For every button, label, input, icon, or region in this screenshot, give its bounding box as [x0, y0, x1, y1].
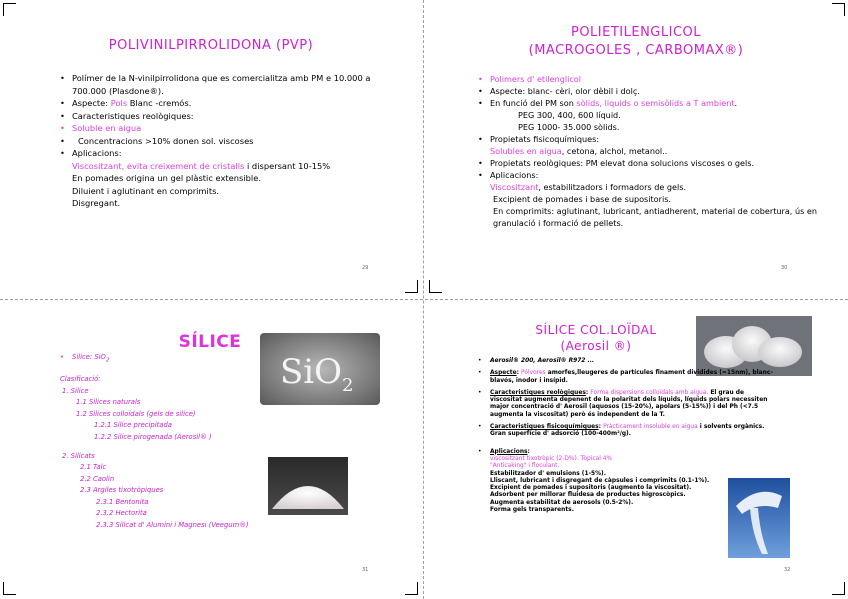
class-item: 2.1 Talc — [80, 463, 107, 472]
bullet-text: Propietats reològiques: PM elevat dona solucions viscoses o gels. — [490, 158, 755, 168]
bullet-text: Aplicacions: — [72, 148, 122, 158]
slide-body — [60, 72, 390, 210]
sub-line: Estabilitzador d' emulsions (1-5%). — [490, 470, 606, 477]
bullet-text: i solvents orgànics. — [697, 424, 765, 431]
slide-title: SÍLICE — [178, 332, 242, 352]
bullet-item — [478, 73, 823, 85]
title-line: (Aerosil ®) — [560, 339, 632, 353]
highlight-text: Pólvores — [521, 370, 546, 377]
bullet-item — [60, 147, 390, 160]
class-item: 1.2.2 Silice pirogenada (Aerosil® ) — [94, 432, 212, 441]
bullet-text: Aplicacions: — [490, 170, 539, 180]
class-item: 1. Silice — [62, 386, 89, 395]
sub-line: Lliscant, lubricant i disgregant de càpsules i comprimits (0.1-1%). — [490, 477, 710, 484]
bullet-item — [478, 97, 823, 109]
slide-body — [478, 73, 823, 229]
bullet-text: i dispersant 10-15% — [244, 160, 331, 171]
sub-line: "Anticaking" i floculant. — [490, 463, 560, 470]
crop-mark — [832, 582, 845, 595]
highlight-text: Viscositzant — [490, 182, 539, 192]
slide-body — [60, 352, 300, 532]
bullet-text: Polímer de la N-vinilpirrolidona que es comercialitza amb PM e 10.000 a 700.000 (Plasdone®). — [72, 73, 371, 96]
class-item: 2.3.2 Hectorita — [96, 509, 147, 518]
bullet-item — [478, 157, 823, 169]
bullet-item — [478, 424, 778, 431]
class-item: 1.1 Silices naturals — [76, 398, 141, 407]
sio2-image-text: SiO$_2$ — [280, 352, 354, 396]
sub-line: PEG 300, 400, 600 líquid. — [518, 110, 621, 120]
crop-mark — [405, 280, 418, 293]
sub-line: Forma gels transparents. — [490, 507, 574, 514]
bullet-text: Caracteristiques reològiques: — [72, 110, 194, 121]
sub-line — [60, 160, 390, 173]
highlight-text: sòlids, liquids o semisòlids a T ambient — [576, 98, 735, 108]
sub-line: En comprimits: aglutinant, lubricant, antiadherent, material de cobertura, ús en granulació i formació de pellets. — [493, 206, 817, 228]
highlight-text: Polimers d' etilenglicol — [490, 74, 582, 84]
bullet-text: : — [516, 370, 522, 377]
bullet-text: Concentracions >10% donen sol. viscoses — [78, 135, 254, 146]
bullet-text: En funció del PM son — [490, 98, 577, 108]
bullet-item — [60, 122, 390, 135]
highlight-text: Pràcticament insoluble en aigua — [603, 424, 698, 431]
bullet-text: . — [734, 98, 738, 108]
bullet-item — [478, 169, 823, 181]
class-item: 2. Silicats — [62, 451, 95, 460]
sub-line: Excipient de pomades i supositoris (augmento la viscositat). — [490, 485, 692, 492]
bullet-item — [60, 352, 300, 367]
highlight-text: Forma dispersions colloïdals amb aigua. — [590, 389, 709, 396]
subscript: 2 — [105, 357, 110, 364]
highlight-text: Pols — [110, 98, 128, 108]
powder-pile-image — [268, 457, 348, 515]
class-item: 2.3.1 Bentonita — [96, 497, 149, 506]
slide-30 — [426, 0, 848, 297]
bullet-item — [60, 97, 390, 110]
class-item: 2.3.3 Silicat d' Alumini i Magnesi (Veegum®) — [96, 521, 249, 530]
bullet-text: Aerosil® 200, Aerosil® R972 ... — [490, 358, 595, 364]
bullet-item — [478, 449, 778, 456]
title-line: SÍLICE COL.LOÏDAL — [535, 323, 657, 337]
sub-line — [478, 145, 823, 157]
bullet-label: Aspecte — [490, 370, 517, 377]
bullet-text: : — [585, 389, 591, 396]
sub-line: PEG 1000- 35.000 sòlids. — [518, 122, 620, 132]
bullet-label: Caracteristiques fisicoquímiques — [490, 424, 599, 431]
sub-line: Gran superfície d' adsorció (100-400m²/g). — [490, 431, 631, 438]
class-item: 1.2 Silices colloïdals (gels de silice) — [76, 409, 196, 418]
sub-line: Adsorbent per millorar fluidesa de productes higroscòpics. — [490, 492, 686, 499]
class-item: 2.3 Argiles tixotròpiques — [80, 486, 164, 495]
class-item: 1.2.1 Silice precipitada — [94, 421, 172, 430]
class-item: 2.2 Caolin — [80, 474, 115, 483]
bullet-item — [478, 358, 778, 365]
slide-title — [486, 322, 706, 354]
bullet-text: : — [527, 448, 530, 455]
horizontal-cut-line — [0, 299, 848, 301]
bullet-text: El grau de viscositat augmenta depenent de la polaritat dels líquids, líquids polars necessiten major concentració d' Aerosil (aquosos (15-20%), apolars (5-15%)) i del Ph (<7.5 augmenta la viscositat) però és independent de la T. — [490, 389, 768, 418]
bullet-text: Propietats fisicoquímiques: — [490, 134, 600, 144]
bullet-label: Caracteristiques reològiques — [490, 389, 586, 396]
bullet-text: , cetona, alchol, metanol.. — [561, 146, 668, 156]
sub-line: Disgregant. — [72, 198, 121, 208]
page-number: 32 — [784, 567, 791, 573]
sub-line: En pomades origina un gel plàstic extensible. — [72, 173, 261, 183]
bullet-text: Aspecte: — [72, 98, 111, 108]
crop-mark — [3, 3, 16, 16]
highlight-text: Silice: SiO — [72, 353, 106, 361]
bullet-item — [478, 370, 778, 385]
slide-31 — [0, 302, 422, 599]
bullet-text: , estabilitzadors i formadors de gels. — [538, 182, 687, 192]
crop-mark — [429, 280, 442, 293]
sub-line — [60, 135, 390, 148]
bullet-item — [478, 390, 778, 419]
sub-line: viscositzant tixotròpic (2-D%). Tòpical 4% — [490, 455, 613, 462]
bullet-text: Blanc -cremós. — [127, 98, 192, 108]
highlight-text: Soluble en aigua — [72, 123, 142, 133]
slide-32 — [426, 302, 848, 599]
crop-mark — [405, 582, 418, 595]
title-line: POLIETILENGLICOL — [570, 25, 702, 40]
sub-line: Diluient i aglutinant en comprimits. — [72, 185, 220, 196]
bullet-item — [478, 133, 823, 145]
bullet-item — [478, 85, 823, 97]
title-line: (MACROGOLES , CARBOMAX®) — [528, 43, 744, 58]
gel-spoon-image — [728, 478, 790, 558]
highlight-text: Viscositzant, evita creixement de cristalls — [72, 160, 245, 171]
bullet-text: : — [598, 424, 604, 431]
highlight-text: Solubles en aigua — [490, 146, 562, 156]
crop-mark — [3, 582, 16, 595]
bullet-item — [60, 110, 390, 123]
classification-label: Clasificació: — [60, 374, 101, 383]
sub-line: Augmenta estabilitat de aerosols (0.5-2%). — [490, 499, 634, 506]
bullet-text: Aspecte: blanc- cèri, olor dèbil i dolç. — [490, 86, 640, 96]
sub-line — [478, 181, 823, 193]
crop-mark — [832, 3, 845, 16]
slide-29 — [0, 0, 422, 297]
sub-line: Excipient de pomades i base de supositoris. — [493, 194, 672, 204]
page-number: 30 — [781, 265, 788, 271]
bullet-label: Aplicacions — [490, 448, 528, 455]
page-number: 29 — [362, 265, 369, 271]
bullet-item — [60, 72, 390, 97]
slide-title: POLIVINILPIRROLIDONA (PVP) — [108, 38, 314, 53]
slide-title — [466, 24, 806, 60]
page-number: 31 — [362, 567, 369, 573]
bullet-text: amorfes,lleugeres de partícules finament dividides (≈15nm), blanc-blavós, inodor i insípid. — [490, 370, 773, 384]
